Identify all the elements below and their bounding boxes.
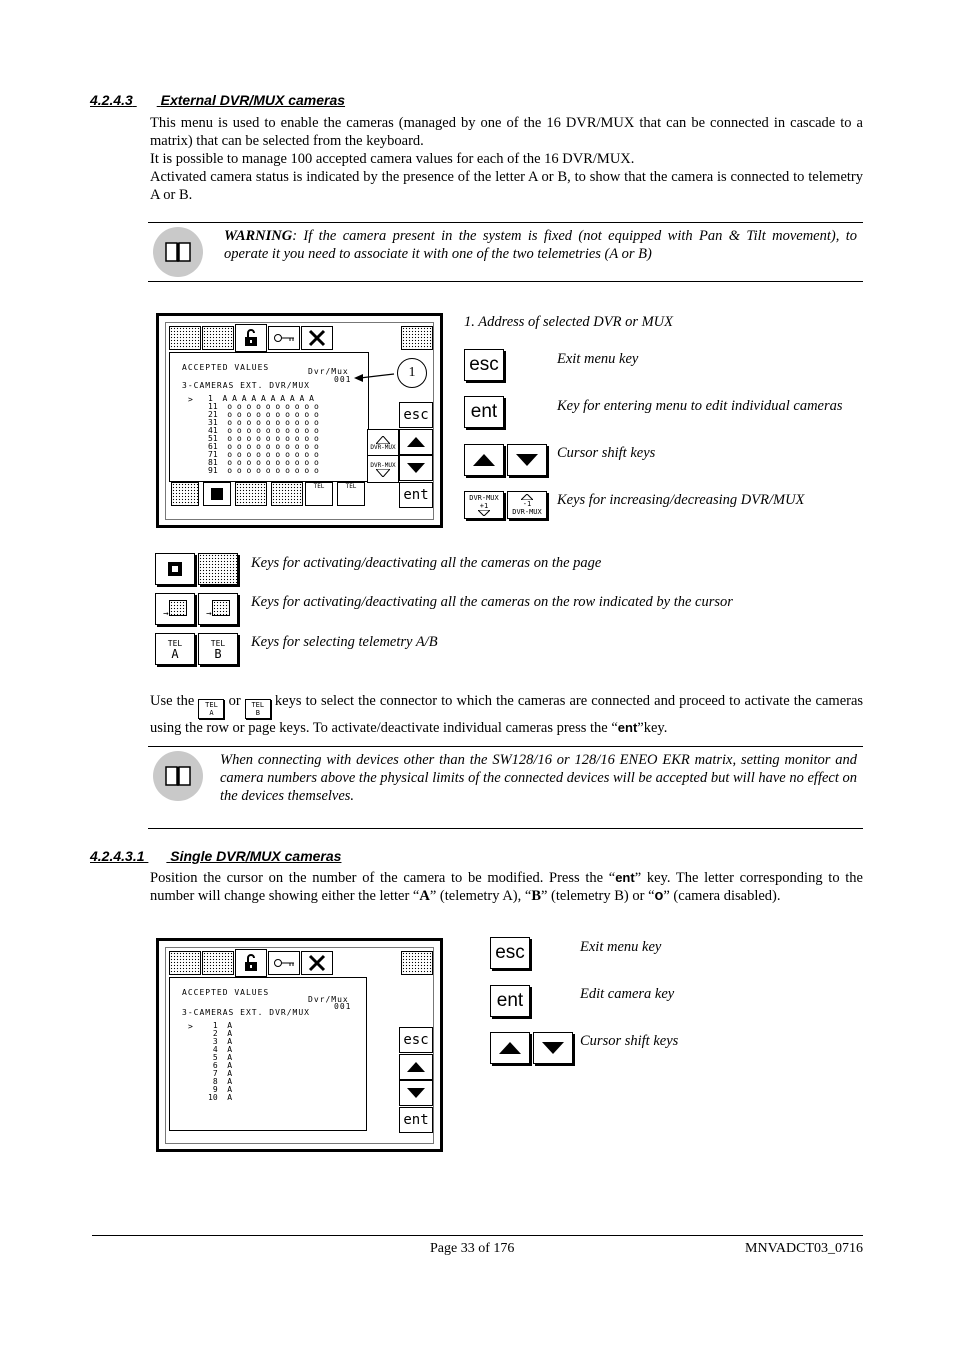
subsection-title: Single DVR/MUX cameras xyxy=(170,848,342,864)
grid-row: 1 A A A A A A A A A A xyxy=(208,394,314,403)
content-panel xyxy=(169,352,369,482)
grid-row: 81 o o o o o o o o o o xyxy=(208,458,319,467)
intro-line-2: It is possible to manage 100 accepted camera values for each of the 16 DVR/MUX. xyxy=(150,151,635,167)
tab-network-icon[interactable] xyxy=(202,951,234,975)
tab-tools-icon[interactable] xyxy=(301,951,333,975)
warning-bottom-rule xyxy=(148,281,863,282)
column-row: 1 A xyxy=(208,1021,233,1030)
ent-key-desc: Key for entering menu to edit individual cameras xyxy=(557,398,843,414)
warning-text xyxy=(224,227,857,263)
dvrmux-inc-label: DVR-MUX xyxy=(469,494,499,502)
dvrmux-down-button[interactable] xyxy=(367,455,399,483)
inline-ent-word: ent xyxy=(617,720,638,735)
esc-key-2[interactable]: esc xyxy=(490,937,530,969)
tel-b-key-label: TEL xyxy=(210,639,226,648)
column-row: 8 A xyxy=(208,1077,233,1086)
dvrmux-increase-key[interactable] xyxy=(464,491,504,519)
tel-a-key-letter: A xyxy=(171,647,179,661)
esc-key[interactable]: esc xyxy=(464,349,504,381)
tel-a-key-label: TEL xyxy=(167,639,183,648)
screen-subtitle: 3-CAMERAS EXT. DVR/MUX xyxy=(182,381,310,390)
dvrmux-dec-label: DVR-MUX xyxy=(512,508,542,516)
tab-cameras-icon[interactable] xyxy=(169,326,201,350)
column-row: 6 A xyxy=(208,1061,233,1070)
usage-paragraph: Use the TEL A or TEL B keys to select the connector to which the cameras are connected and proceed to activate the cameras using the row or page keys. To activate/deactivate individual cameras press the “ent”key. xyxy=(150,693,864,736)
row-activate-icon[interactable] xyxy=(235,482,267,506)
tab-lock-icon[interactable] xyxy=(235,949,267,977)
dvrmux-up-label: DVR-MUX xyxy=(370,443,396,451)
side-ent-button[interactable]: ent xyxy=(399,482,433,508)
column-row: 4 A xyxy=(208,1045,233,1054)
subsection-number: 4.2.4.3.1 xyxy=(90,848,145,864)
warning-top-rule xyxy=(148,222,863,223)
page-number: Page 33 of 176 xyxy=(430,1241,515,1256)
tab-key-icon[interactable] xyxy=(268,951,300,975)
lcd-screen-2 xyxy=(156,938,443,1152)
down-arrow-icon xyxy=(542,1042,564,1054)
book-icon xyxy=(153,227,203,277)
tel-a-button[interactable] xyxy=(305,482,333,506)
cursor-up-key-2[interactable] xyxy=(490,1032,530,1064)
column-row: 10 A xyxy=(208,1093,233,1102)
tab-lock-icon[interactable] xyxy=(235,324,267,352)
cursor-down-button[interactable] xyxy=(399,455,433,481)
side-esc-button[interactable]: esc xyxy=(399,402,433,428)
grid-row: 61 o o o o o o o o o o xyxy=(208,442,319,451)
screen2-subtitle: 3-CAMERAS EXT. DVR/MUX xyxy=(182,1008,310,1017)
cursor-up-button[interactable] xyxy=(399,1054,433,1080)
cursor-keys-desc: Cursor shift keys xyxy=(557,445,656,461)
tel-keys-desc: Keys for selecting telemetry A/B xyxy=(251,634,438,650)
section-heading-42431 xyxy=(90,848,341,864)
cursor-down-button[interactable] xyxy=(399,1080,433,1106)
page-activate-key[interactable] xyxy=(155,553,195,585)
grid-row: 91 o o o o o o o o o o xyxy=(208,466,319,475)
up-arrow-icon xyxy=(473,454,495,466)
dvr-value: 001 xyxy=(334,375,352,384)
note-bottom-rule xyxy=(148,828,863,829)
section-title: External DVR/MUX cameras xyxy=(160,92,346,108)
document-code: MNVADCT03_0716 xyxy=(745,1241,863,1256)
footer-rule xyxy=(92,1235,863,1236)
cursor-up-key[interactable] xyxy=(464,444,504,476)
row-cursor: > xyxy=(188,395,194,404)
down-arrow-icon xyxy=(516,454,538,466)
inline-tel-a-icon: TEL A xyxy=(198,699,224,719)
camera-column xyxy=(208,1022,232,1102)
page-keys-desc: Keys for activating/deactivating all the cameras on the page xyxy=(251,555,602,571)
section-heading-4243 xyxy=(90,92,345,108)
grid-row: 11 o o o o o o o o o o xyxy=(208,402,319,411)
inline-tel-b-icon: TEL B xyxy=(245,699,271,719)
dvrmux-keys-desc: Keys for increasing/decreasing DVR/MUX xyxy=(557,492,805,508)
grid-row: 41 o o o o o o o o o o xyxy=(208,426,319,435)
dvrmux-down-label: DVR-MUX xyxy=(370,461,396,469)
row-keys-desc: Keys for activating/deactivating all the cameras on the row indicated by the cursor xyxy=(251,594,733,610)
dvrmux-up-button[interactable] xyxy=(367,429,399,457)
tab-tools-icon[interactable] xyxy=(301,326,333,350)
tab-cameras-icon[interactable] xyxy=(169,951,201,975)
row-deactivate-key[interactable]: → xyxy=(198,593,238,625)
tel-b-key-letter: B xyxy=(214,647,222,661)
row-activate-key[interactable]: → xyxy=(155,593,195,625)
grid-row: 31 o o o o o o o o o o xyxy=(208,418,319,427)
up-arrow-icon xyxy=(499,1042,521,1054)
column-row: 5 A xyxy=(208,1053,233,1062)
content-panel-2 xyxy=(169,977,367,1131)
section-number: 4.2.4.3 xyxy=(90,92,133,108)
lcd-screen-1 xyxy=(156,313,443,528)
tab-key-icon[interactable] xyxy=(268,326,300,350)
camera-grid xyxy=(208,395,319,475)
intro-paragraph xyxy=(150,114,863,204)
cursor-keys-2-desc: Cursor shift keys xyxy=(580,1033,679,1049)
tel-b-key[interactable] xyxy=(198,633,238,665)
column-row: 3 A xyxy=(208,1037,233,1046)
tab-edit-icon[interactable] xyxy=(401,951,433,975)
side-esc-button[interactable]: esc xyxy=(399,1027,433,1053)
dvrmux-inc-value: +1 xyxy=(479,502,489,510)
ent-key[interactable]: ent xyxy=(464,396,504,428)
tab-network-icon[interactable] xyxy=(202,326,234,350)
column-row: 2 A xyxy=(208,1029,233,1038)
note-top-rule xyxy=(148,746,863,747)
cursor-down-key[interactable] xyxy=(507,444,547,476)
column-row: 7 A xyxy=(208,1069,233,1078)
screen-title: ACCEPTED VALUES xyxy=(182,363,270,372)
esc-key-desc: Exit menu key xyxy=(557,351,639,367)
grid-row: 21 o o o o o o o o o o xyxy=(208,410,319,419)
screen2-dvr-value: 001 xyxy=(334,1002,352,1011)
tel-b-label: TEL xyxy=(345,483,357,490)
esc-key-2-desc: Exit menu key xyxy=(580,939,662,955)
row-deactivate-icon[interactable] xyxy=(271,482,303,506)
column-row: 9 A xyxy=(208,1085,233,1094)
screen2-cursor: > xyxy=(188,1022,194,1031)
note-text: When connecting with devices other than the SW128/16 or 128/16 ENEO EKR matrix, setting monitor and camera numbers above the physical limits of the connected devices will be accepted but will have no effect on the devices themselves. xyxy=(220,752,858,804)
warning-label: WARNING xyxy=(224,228,293,244)
screen2-title: ACCEPTED VALUES xyxy=(182,988,270,997)
tel-a-label: TEL xyxy=(313,483,325,490)
screen2-dvr-label: Dvr/Mux xyxy=(308,995,349,1004)
grid-row: 71 o o o o o o o o o o xyxy=(208,450,319,459)
book-icon-2 xyxy=(153,751,203,801)
single-dvr-paragraph: Position the cursor on the number of the camera to be modified. Press the “ent” key. The letter corresponding to the number will change showing either the letter “A” (telemetry A), “B” (telemetry B) or “o” (camera disabled). xyxy=(150,870,863,904)
tel-b-button[interactable] xyxy=(337,482,365,506)
dvrmux-decrease-key[interactable] xyxy=(507,491,547,519)
page-deactivate-icon[interactable] xyxy=(171,482,199,506)
page-activate-icon[interactable] xyxy=(203,482,231,506)
ent-key-2[interactable]: ent xyxy=(490,985,530,1017)
legend-address-item: 1. Address of selected DVR or MUX xyxy=(464,314,674,330)
dvr-label: Dvr/Mux xyxy=(308,367,349,376)
tel-a-key[interactable] xyxy=(155,633,195,665)
grid-row: 51 o o o o o o o o o o xyxy=(208,434,319,443)
intro-line-1: This menu is used to enable the cameras (managed by one of the 16 DVR/MUX that can be connected in cascade to a matrix) that can be selected from the keyboard. xyxy=(150,115,863,149)
page-deactivate-key[interactable] xyxy=(198,553,238,585)
triangle-down-icon xyxy=(478,510,490,516)
tab-edit-icon[interactable] xyxy=(401,326,433,350)
ent-key-2-desc: Edit camera key xyxy=(580,986,675,1002)
warning-body: : If the camera present in the system is fixed (not equipped with Pan & Tilt movement), to operate it you need to associate it with one of the two telemetries (A or B) xyxy=(224,228,857,262)
callout-circle: 1 xyxy=(397,358,427,388)
cursor-down-key-2[interactable] xyxy=(533,1032,573,1064)
side-ent-button[interactable]: ent xyxy=(399,1107,433,1133)
cursor-up-button[interactable] xyxy=(399,429,433,455)
dvrmux-dec-value: -1 xyxy=(522,500,532,508)
intro-line-3: Activated camera status is indicated by the presence of the letter A or B, to show that the camera is connected to telemetry A or B. xyxy=(150,169,863,203)
